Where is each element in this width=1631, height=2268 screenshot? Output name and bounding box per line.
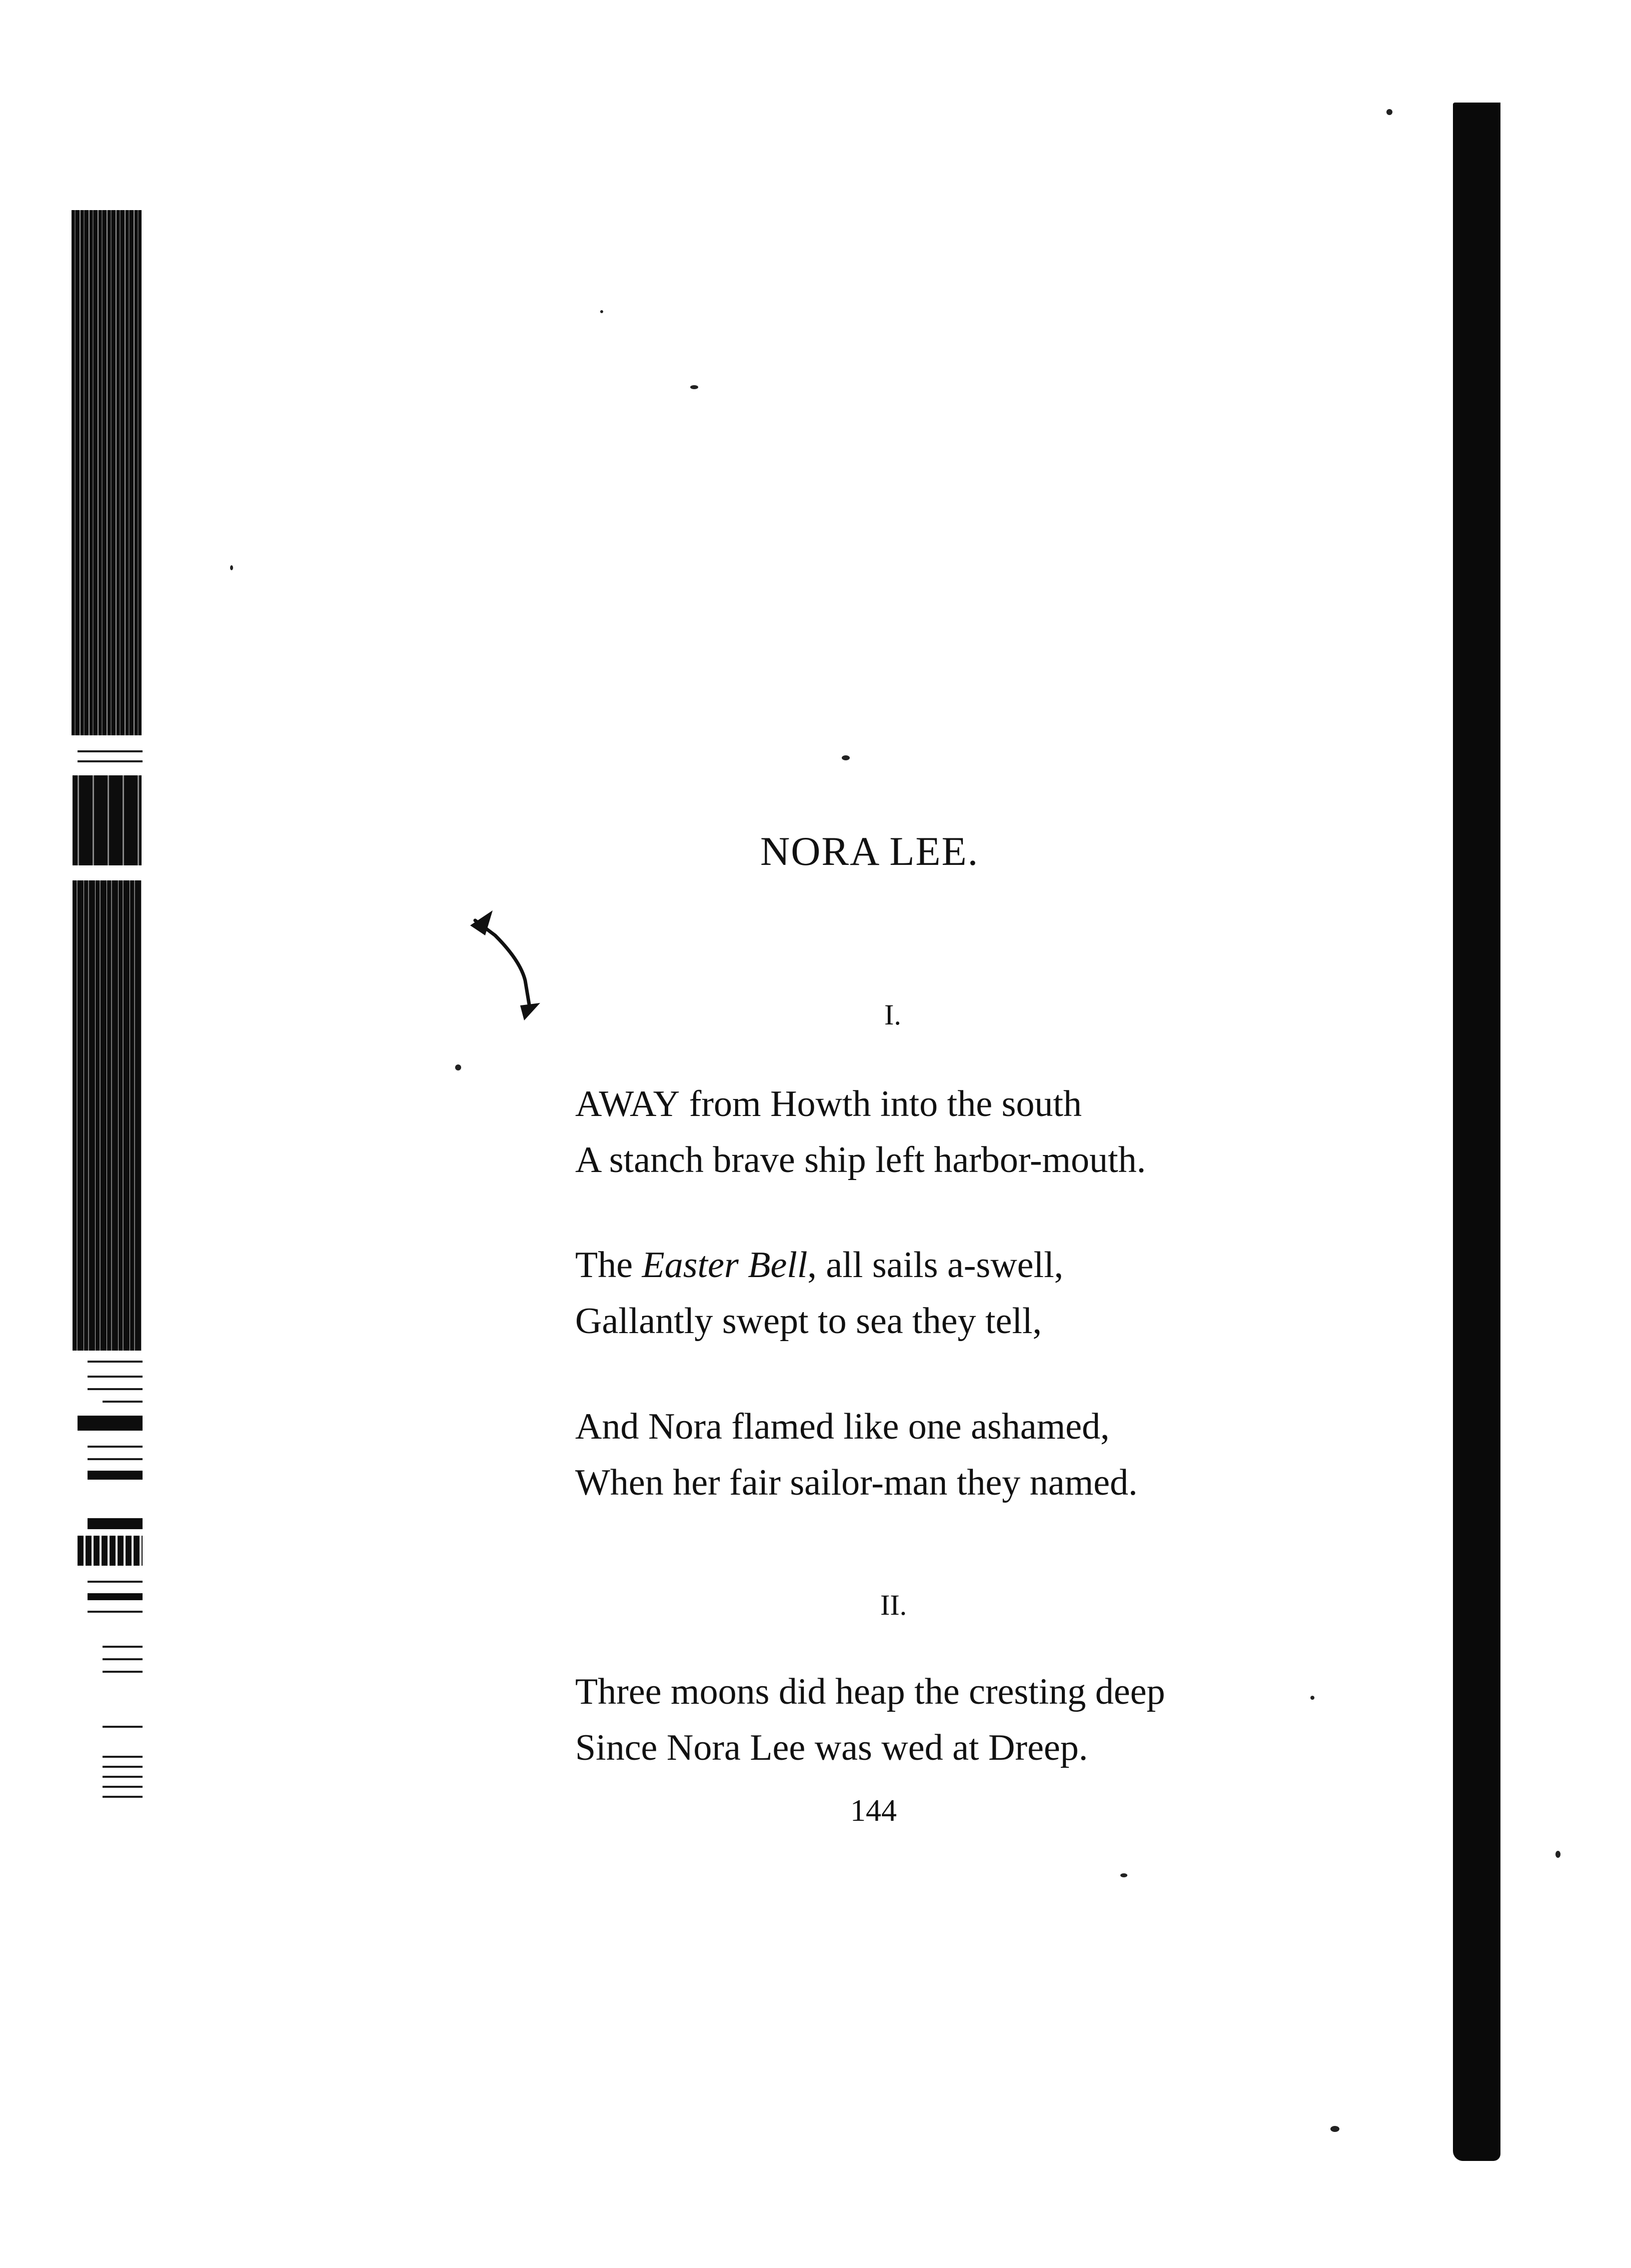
verse-line: A stanch brave ship left harbor-mouth. [575, 1140, 1146, 1181]
verse-line [575, 1247, 1063, 1284]
verse-line: Gallantly swept to sea they tell, [575, 1301, 1042, 1342]
verse-line: Three moons did heap the cresting deep [575, 1671, 1165, 1712]
verse-first-word: AWAY [575, 1083, 680, 1124]
verse-text: , all sails a-swell, [807, 1245, 1064, 1286]
verse-line-rest: from Howth into the south [680, 1083, 1082, 1124]
verse-line: Since Nora Lee was wed at Dreep. [575, 1727, 1088, 1768]
poem-title: NORA LEE. [760, 828, 979, 874]
verse-line: And Nora flamed like one ashamed, [575, 1406, 1110, 1447]
verse-text: The [575, 1245, 642, 1286]
section-numeral: II. [880, 1589, 907, 1621]
section-numeral: I. [884, 998, 901, 1031]
verse-line: When her fair sailor-man they named. [575, 1462, 1138, 1503]
verse-line [575, 1085, 1082, 1122]
page-number: 144 [850, 1794, 897, 1828]
ink-smudge-mark [465, 905, 550, 1025]
scan-gutter-shadow [1453, 103, 1500, 2161]
scan-edge-artifact [68, 210, 145, 1811]
ship-name: Easter Bell [642, 1245, 808, 1286]
